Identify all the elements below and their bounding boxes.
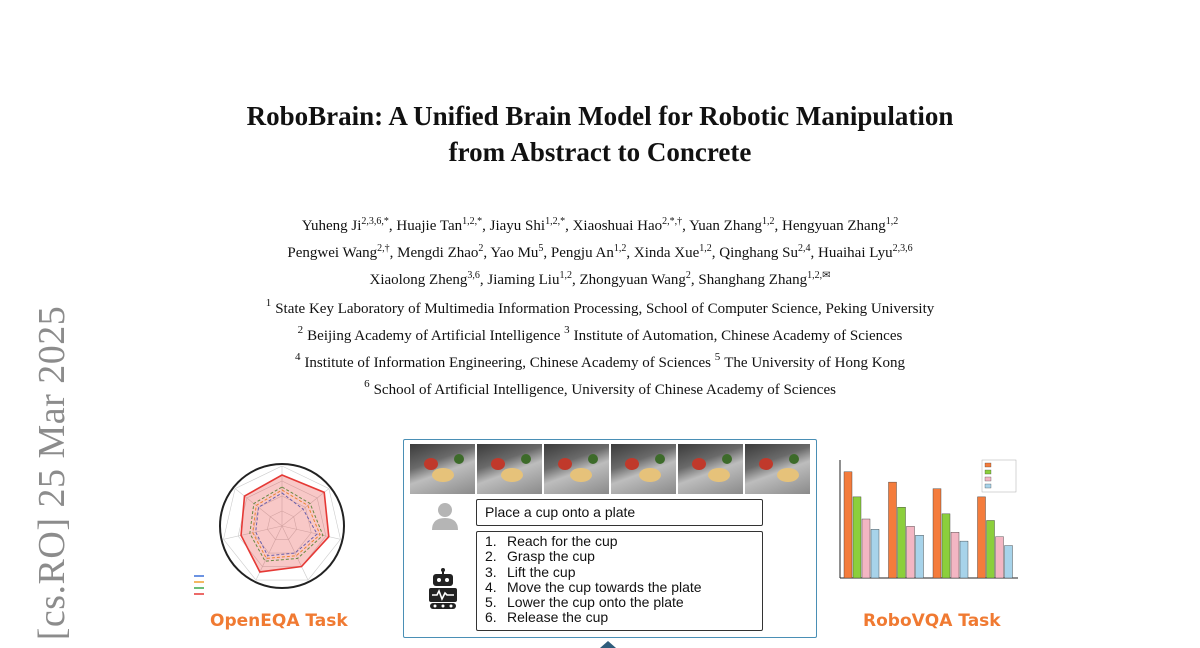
- affiliation-number: 2: [297, 324, 304, 336]
- author-name: Xinda Xue: [633, 245, 700, 261]
- plan-step: [485, 610, 762, 625]
- bar: [942, 514, 950, 578]
- author-affiliation-marker: 2: [478, 243, 484, 254]
- robovqa-bar-figure: [822, 450, 1027, 595]
- bar: [996, 537, 1004, 578]
- robovqa-caption: RoboVQA Task: [863, 611, 1001, 631]
- bar: [907, 526, 915, 578]
- bar: [960, 541, 968, 578]
- bar: [889, 482, 897, 578]
- affiliation-number: 1: [265, 297, 272, 309]
- affiliation-number: 6: [364, 378, 370, 390]
- author-line: Pengwei Wang$^{2,\dagger}$, Mengdi Zhao$^2$, Yao Mu$^5$, Pengju An$^{1,2}$, Xinda Xue$^{1,2}$, Qinghang Su$^{2,4}$, Huaihai Lyu$^{2,3,6}$: [287, 243, 913, 261]
- author-name: Zhongyuan Wang: [579, 272, 686, 288]
- plan-step: [485, 580, 762, 595]
- bar: [853, 497, 861, 578]
- bar-legend-swatch: [985, 470, 991, 474]
- affiliation-text: State Key Laboratory of Multimedia Information Processing, School of Computer Science, Peking University: [275, 301, 935, 317]
- openeqa-caption: OpenEQA Task: [210, 611, 348, 631]
- bar-chart: [822, 450, 1027, 595]
- affiliation-text: Institute of Information Engineering, Chinese Academy of Sciences: [304, 355, 711, 371]
- user-icon: [430, 501, 460, 531]
- author-affiliation-marker: 1,2,*: [462, 216, 483, 227]
- bar: [916, 535, 924, 578]
- plan-step-number: 1.: [485, 533, 497, 549]
- author-affiliation-marker: 2,3,6: [892, 243, 913, 254]
- author-affiliation-marker: 1,2,*: [545, 216, 566, 227]
- video-frame: [745, 444, 810, 494]
- author-affiliation-marker: 2,†: [377, 243, 390, 254]
- arxiv-side-stamp: [24, 300, 79, 646]
- bar: [978, 497, 986, 578]
- plan-step: [485, 595, 762, 610]
- author-name: Xiaoshuai Hao: [572, 218, 663, 234]
- affiliation-number: 3: [564, 324, 570, 336]
- author-affiliation-marker: 1,2: [761, 216, 775, 227]
- bar: [1005, 546, 1013, 578]
- author-name: Jiaming Liu: [487, 272, 560, 288]
- author-affiliation-marker: 1,2: [885, 216, 899, 227]
- affiliation-text: The University of Hong Kong: [724, 355, 906, 371]
- author-name: Shanghang Zhang: [698, 272, 808, 288]
- plan-step: [485, 549, 762, 564]
- plan-steps-box: [476, 531, 763, 631]
- author-list: [150, 213, 1050, 294]
- video-frame: [611, 444, 676, 494]
- title-line-1: RoboBrain: A Unified Brain Model for Robotic Manipulation: [246, 101, 954, 131]
- task-planning-panel: [403, 439, 817, 638]
- plan-step: [485, 534, 762, 549]
- bar: [871, 529, 879, 578]
- author-affiliation-marker: 1,2: [699, 243, 712, 254]
- instruction-text-box: Place a cup onto a plate: [476, 499, 763, 526]
- bar-legend-swatch: [985, 463, 991, 467]
- plan-step-text: Reach for the cup: [507, 533, 618, 549]
- affiliation-text: Beijing Academy of Artificial Intelligence: [307, 328, 561, 344]
- robot-icon: [426, 568, 460, 610]
- plan-step-number: 3.: [485, 563, 497, 580]
- plan-step-text: Release the cup: [507, 609, 609, 626]
- affiliation-list: [150, 296, 1050, 404]
- affiliation-line: [150, 323, 1050, 350]
- panel-pointer-arrow: [600, 641, 616, 648]
- video-frame: [477, 444, 542, 494]
- plan-step-number: 2.: [485, 548, 497, 565]
- openeqa-radar-figure: [190, 448, 380, 608]
- author-name: Mengdi Zhao: [397, 245, 479, 261]
- author-name: Huaihai Lyu: [818, 245, 893, 261]
- author-name: Huajie Tan: [396, 218, 463, 234]
- plan-step: [485, 565, 762, 580]
- author-name: Pengwei Wang: [287, 245, 378, 261]
- video-frame: [410, 444, 475, 494]
- author-name: Jiayu Shi: [489, 218, 546, 234]
- author-affiliation-marker: 2,3,6,*: [361, 216, 389, 227]
- author-name: Yuan Zhang: [689, 218, 762, 234]
- affiliation-number: 5: [714, 351, 721, 363]
- author-name: Hengyuan Zhang: [781, 218, 886, 234]
- video-frame: [544, 444, 609, 494]
- bar: [844, 472, 852, 578]
- plan-step-number: 5.: [485, 594, 497, 611]
- plan-step-number: 6.: [485, 609, 497, 626]
- author-line: Yuheng $Ji^{2,3,6,*}$, Huajie Tan$^{1,2,*}$, Jiayu Shi$^{1,2,*}$, Xiaoshuai Hao$^{2,*,\dagger}$, Yuan Zhang$^{1,2}$, Hengyuan Zhang$^{1,2}$: [301, 216, 899, 234]
- plan-step-text: Move the cup towards the plate: [507, 578, 702, 595]
- author-affiliation-marker: 3,6: [467, 270, 480, 281]
- author-affiliation-marker: 1,2: [613, 243, 627, 254]
- author-affiliation-marker: 2: [685, 270, 691, 281]
- bar-legend-swatch: [985, 477, 991, 481]
- video-frame: [678, 444, 743, 494]
- author-affiliation-marker: 1,2: [559, 270, 572, 281]
- plan-step-number: 4.: [485, 578, 497, 595]
- plan-step-text: Lift the cup: [507, 563, 576, 580]
- affiliation-line: [150, 377, 1050, 404]
- author-affiliation-marker: 1,2,✉: [807, 270, 831, 281]
- bar-legend-swatch: [985, 484, 991, 488]
- plan-step-text: Lower the cup onto the plate: [507, 594, 684, 611]
- author-affiliation-marker: 2,*,†: [662, 216, 683, 227]
- arxiv-id-text: [cs.RO] 25 Mar 2025: [30, 305, 73, 641]
- affiliation-line: [150, 350, 1050, 377]
- author-name: Xiaolong Zheng: [369, 272, 468, 288]
- bar: [862, 519, 870, 578]
- title-line-2: from Abstract to Concrete: [448, 137, 752, 167]
- author-name: Pengju An: [550, 245, 614, 261]
- author-name: Yao Mu: [490, 245, 539, 261]
- affiliation-number: 4: [294, 351, 301, 363]
- bar: [898, 507, 906, 578]
- plan-step-text: Grasp the cup: [507, 548, 595, 565]
- video-frame-strip: [410, 444, 810, 494]
- paper-title: [150, 98, 1050, 170]
- bar: [987, 520, 995, 578]
- affiliation-text: School of Artificial Intelligence, University of Chinese Academy of Sciences: [373, 382, 836, 398]
- affiliation-text: Institute of Automation, Chinese Academy of Sciences: [573, 328, 903, 344]
- bar: [933, 489, 941, 578]
- author-name: Qinghang Su: [719, 245, 799, 261]
- bar: [951, 532, 959, 578]
- radar-series: [241, 475, 329, 572]
- radar-chart: [190, 448, 380, 608]
- author-affiliation-marker: 2,4: [798, 243, 811, 254]
- author-name: Yuheng Ji: [301, 218, 362, 234]
- author-line: Xiaolong Zheng$^{3,6}$, Jiaming Liu$^{1,2}$, Zhongyuan Wang$^2$, Shanghang Zhang$^{1,2,✉}$: [369, 270, 831, 288]
- affiliation-line: [150, 296, 1050, 323]
- author-affiliation-marker: 5: [538, 243, 544, 254]
